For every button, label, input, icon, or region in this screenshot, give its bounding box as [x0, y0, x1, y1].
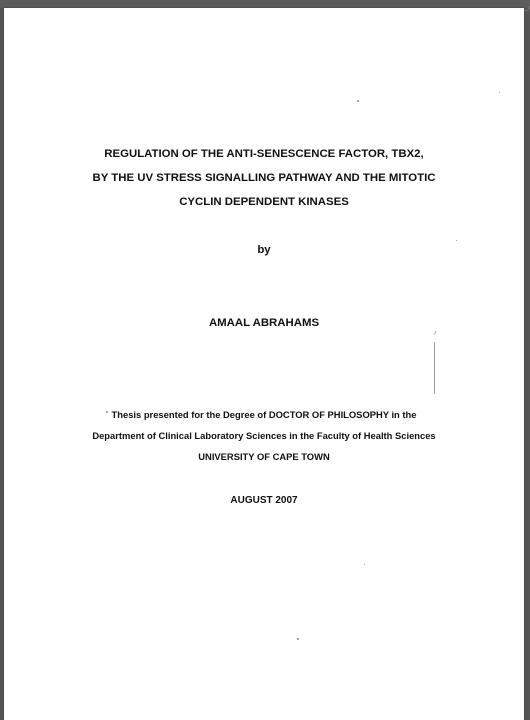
- scan-speck: [106, 411, 108, 413]
- viewer-top-strip: [0, 0, 530, 8]
- title-line-2: BY THE UV STRESS SIGNALLING PATHWAY AND THE MITOTIC: [92, 172, 436, 184]
- thesis-statement: [4, 404, 524, 467]
- scan-speck: [297, 638, 299, 640]
- scan-artifact-tick: [430, 329, 436, 335]
- scan-speck: [364, 564, 365, 565]
- scan-speck: [357, 100, 359, 102]
- thesis-line-1: Thesis presented for the Degree of DOCTOR OF PHILOSOPHY in the: [111, 409, 417, 420]
- title-line-3: CYCLIN DEPENDENT KINASES: [179, 196, 349, 208]
- scan-speck: [499, 92, 500, 93]
- thesis-line-3: UNIVERSITY OF CAPE TOWN: [198, 451, 330, 462]
- scan-artifact-line: [434, 342, 435, 394]
- title-line-1: REGULATION OF THE ANTI-SENESCENCE FACTOR, TBX2,: [104, 148, 424, 160]
- submission-date: AUGUST 2007: [230, 495, 298, 506]
- scan-speck: [456, 240, 457, 241]
- author-name: AMAAL ABRAHAMS: [208, 317, 320, 329]
- thesis-title: [4, 142, 524, 214]
- thesis-line-2: Department of Clinical Laboratory Sciences in the Faculty of Health Sciences: [92, 430, 436, 441]
- document-page: [4, 8, 524, 720]
- by-label: by: [257, 244, 271, 256]
